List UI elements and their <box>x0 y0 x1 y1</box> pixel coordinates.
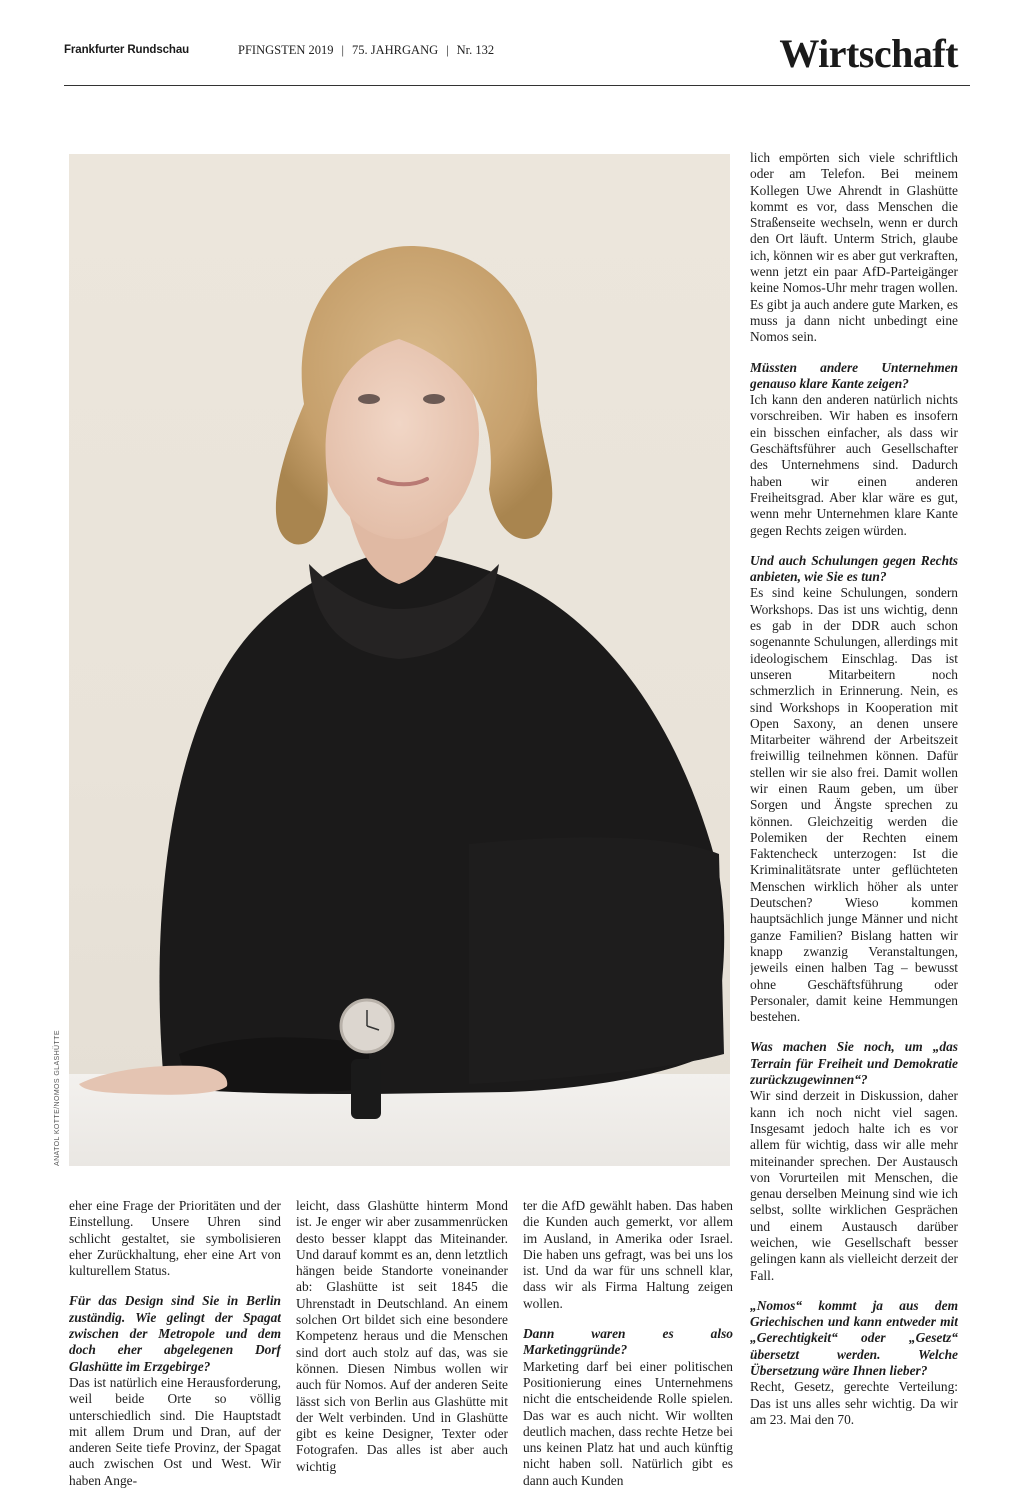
paragraph: Wir sind derzeit in Diskussion, daher kann ich noch nicht viel sagen. Insgesamt jedoch halte ich es vor allem für wichtig, dass wir alle mehr miteinander sprechen. Der Austausch von Vorurteilen mit Menschen, die genau derselben Meinung sind wie ich selbst, sollte wirklichen Gesprächen und einem Austausch darüber weichen, wie Gesellschaft besser gelingen kann als vielleicht derzeit der Fall. <box>750 1088 958 1283</box>
paragraph: Recht, Gesetz, gerechte Verteilung: Das ist uns alles sehr wichtig. Da wir am 23. Mai den 70. <box>750 1379 958 1427</box>
edition: PFINGSTEN 2019 <box>238 43 334 57</box>
article-column-bottom-1 <box>69 1198 281 1501</box>
paragraph: ter die AfD gewählt haben. Das haben die Kunden auch gemerkt, vor allem im Ausland, in Amerika oder Israel. Die haben uns gefragt, was bei uns los ist. Und da war für uns schnell klar, dass wir als Firma Haltung zeigen wollen. <box>523 1198 733 1311</box>
issue-meta <box>238 43 494 58</box>
paragraph: Es sind keine Schulungen, sondern Workshops. Das ist uns wichtig, denn es gab in der DDR auch schon sogenannte Schulungen, allerdings mit ideologischem Einschlag. Das ist unseren Mitarbeitern noch schmerzlich in Erinnerung. Nein, es sind Workshops in Kooperation mit Open Saxony, an denen unsere Mitarbeiter während der Arbeitszeit freiwillig teilnehmen können. Dafür stellen wir sie also frei. Damit wollen wir einen Raum geben, um über Sorgen und Ängste sprechen zu können. Gleichzeitig werden die Polemiken der Rechten einem Faktencheck unterzogen: Ist die Kriminalitätsrate unter geflüchteten Menschen wirklich höher als unter Deutschen? Wieso kommen hauptsächlich junge Männer und nicht ganze Familien? Bislang hatten wir knapp zwanzig Veranstaltungen, jeweils einen halben Tag – bewusst ohne Geschäftsführung oder Personaler, damit keine Hemmungen bestehen. <box>750 585 958 1025</box>
article-column-bottom-3 <box>523 1198 733 1501</box>
article-column-bottom-2 <box>296 1198 508 1501</box>
paragraph: eher eine Frage der Prioritäten und der Einstellung. Unsere Uhren sind schlicht gestaltet, sie symbolisieren eher Zurückhaltung, eher eine Art von kulturellem Status. <box>69 1198 281 1279</box>
header-rule <box>64 85 970 86</box>
interview-question: Müssten andere Unternehmen genauso klare Kante zeigen? <box>750 359 958 391</box>
interview-question: Dann waren es also Marketinggründe? <box>523 1326 733 1358</box>
paragraph: lich empörten sich viele schriftlich oder am Telefon. Bei meinem Kollegen Uwe Ahrendt in Glashütte kommt es vor, dass Menschen die Straßenseite wechseln, wenn er durch den Ort läuft. Unterm Strich, glaube ich, können wir es aber gut verkraften, wenn jetzt ein paar AfD-Parteigänger keine Nomos-Uhr mehr tragen wollen. Es gibt ja auch andere gute Marken, es muss ja dann nicht unbedingt eine Nomos sein. <box>750 150 958 345</box>
paragraph: Ich kann den anderen natürlich nichts vorschreiben. Wir haben es insofern ein bisschen einfacher, als dass wir Geschäftsführer auch Gesellschafter des Unternehmens sind. Dadurch haben wir einen anderen Freiheitsgrad. Aber klar wäre es gut, wenn mehr Unternehmen klare Kante gegen Rechts zeigen würden. <box>750 392 958 538</box>
interview-question: „Nomos“ kommt ja aus dem Griechischen und kann entweder mit „Gerechtigkeit“ oder „Gesetz“ übersetzt werden. Welche Übersetzung wäre Ihnen lieber? <box>750 1297 958 1379</box>
article-column-right <box>750 150 958 1501</box>
interview-question: Und auch Schulungen gegen Rechts anbieten, wie Sie es tun? <box>750 552 958 585</box>
meta-separator: | <box>446 43 449 57</box>
meta-separator: | <box>341 43 345 57</box>
section-title: Wirtschaft <box>779 31 958 76</box>
portrait-photo <box>69 154 730 1166</box>
paper-name: Frankfurter Rundschau <box>64 44 190 56</box>
paragraph: Das ist natürlich eine Herausforderung, weil beide Orte so völlig unterschiedlich sind. Die Hauptstadt mit allem Drum und Dran, auf der anderen Seite tiefe Provinz, der Spagat auch zwischen Ost und West. Wir haben Ange- <box>69 1374 281 1488</box>
masthead <box>0 0 1024 90</box>
paragraph: leicht, dass Glashütte hinterm Mond ist. Je enger wir aber zusammenrücken desto besser klappt das Miteinander. Und darauf kommt es an, denn letztlich hängen beide Standorte voneinander ab: Glashütte ist seit 1845 die Uhrenstadt in Deutschland. An einem solchen Ort bildet sich eine besondere Kompetenz heraus und die Menschen sind dort auch stolz auf das, was sie können. Diesen Nimbus wollen wir auch für Nomos. Auf der anderen Seite lässt sich von Berlin aus Glashütte mit der Welt verbinden. Und in Glashütte gibt es keine Designer, Texter oder Fotografen. Das alles ist aber auch wichtig <box>296 1198 508 1474</box>
interview-question: Was machen Sie noch, um „das Terrain für Freiheit und Demokratie zurückzugewinnen“? <box>750 1039 958 1088</box>
interview-question: Für das Design sind Sie in Berlin zuständig. Wie gelingt der Spagat zwischen der Metropole und dem doch eher abgelegenen Dorf Glashütte im Erzgebirge? <box>69 1293 281 1374</box>
paragraph: Marketing darf bei einer politischen Positionierung eines Unternehmens nicht die entscheidende Rolle spielen. Das war es auch nicht. Wir wollten deutlich machen, dass rechte Hetze bei uns keinen Platz hat und auch künftig nicht haben soll. Natürlich gibt es dann auch Kunden <box>523 1358 733 1488</box>
photo-credit: ANATOL KOTTE/NOMOS GLASHÜTTE <box>54 1030 61 1166</box>
volume: 75. JAHRGANG <box>352 43 439 57</box>
issue-number: Nr. 132 <box>456 43 495 57</box>
